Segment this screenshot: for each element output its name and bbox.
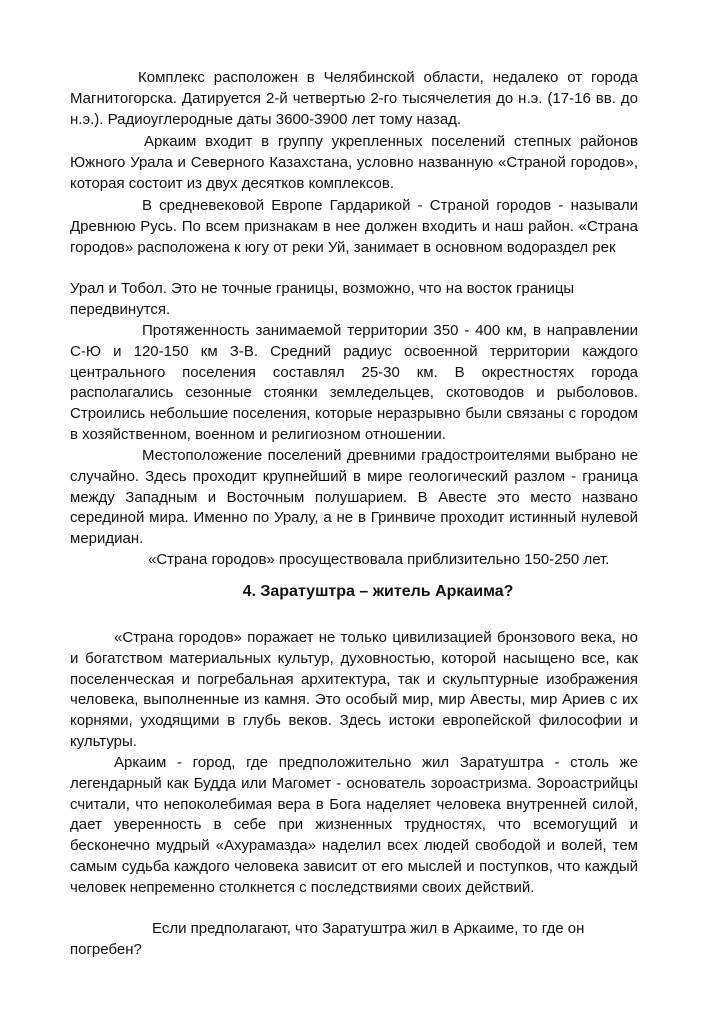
paragraph-geological-fault: Местоположение поселений древними градостроителями выбрано не случайно. Здесь проходит крупнейший в мире геологический разлом - граница между Западным и Восточным полушарием. В Авесте это место названо серединой мира. Именно по Уралу, а не в Гринвиче проходит истинный нулевой меридиан.: [70, 447, 638, 548]
paragraph-zarathustra: Аркаим - город, где предположительно жил Заратуштра - столь же легендарный как Будда или Магомет - основатель зороастризма. Зороастрийцы считали, что непоколебимая вера в Бога наделяет человека внутренней силой, дает уверенность в себе при жизненных трудностях, что всемогущий и бесконечно мудрый «Ахурамазда» наделил всех людей свободой и волей, тем самым судьба каждого человека зависит от его мыслей и поступков, что каждый человек непременно столкнется с последствиями своих действий.: [70, 754, 638, 896]
paragraph-borders: Урал и Тобол. Это не точные границы, возможно, что на восток границы передвинутся.: [70, 280, 575, 318]
paragraph-territory: Протяженность занимаемой территории 350 - 400 км, в направлении С-Ю и 120-150 км З-В. Средний радиус освоенной территории каждого центрального поселения составлял 25-30 км. В окрестностях города располагались сезонные стоянки земледельцев, скотоводов и рыболовов. Строились небольшие поселения, которые неразрывно были связаны с городом в хозяйственном, военном и религиозном отношении.: [70, 322, 638, 443]
paragraph-burial-question: Если предполагают, что Заратуштра жил в Аркаиме, то где он погребен?: [70, 920, 585, 958]
section-heading: 4. Заратуштра – житель Аркаима?: [242, 583, 514, 600]
paragraph-gardarika: В средневековой Европе Гардарикой - Страной городов - называли Древнюю Русь. По всем признакам в нее должен входить и наш район. «Страна городов» расположена к югу от реки Уй, занимает в основном водораздел рек: [70, 197, 638, 256]
paragraph-country-of-cities: Аркаим входит в группу укрепленных поселений степных районов Южного Урала и Северного Казахстана, условно названную «Страной городов», которая состоит из двух десятков комплексов.: [70, 133, 638, 192]
paragraph-bronze-age: «Страна городов» поражает не только цивилизацией бронзового века, но и богатством материальных культур, духовностью, которой насыщено все, как поселенческая и погребальная архитектура, так и скульптурные изображения человека, выполненные из камня. Это особый мир, мир Авесты, мир Ариев с их корнями, уходящими в глубь веков. Здесь истоки европейской философии и культуры.: [70, 629, 638, 750]
paragraph-location: Комплекс расположен в Челябинской области, недалеко от города Магнитогорска. Датируется 2-й четвертью 2-го тысячелетия до н.э. (17-16 вв. до н.э.). Радиоуглеродные даты 3600-3900 лет тому назад.: [70, 69, 638, 128]
paragraph-duration: «Страна городов» просуществовала приблизительно 150-250 лет.: [148, 551, 610, 568]
